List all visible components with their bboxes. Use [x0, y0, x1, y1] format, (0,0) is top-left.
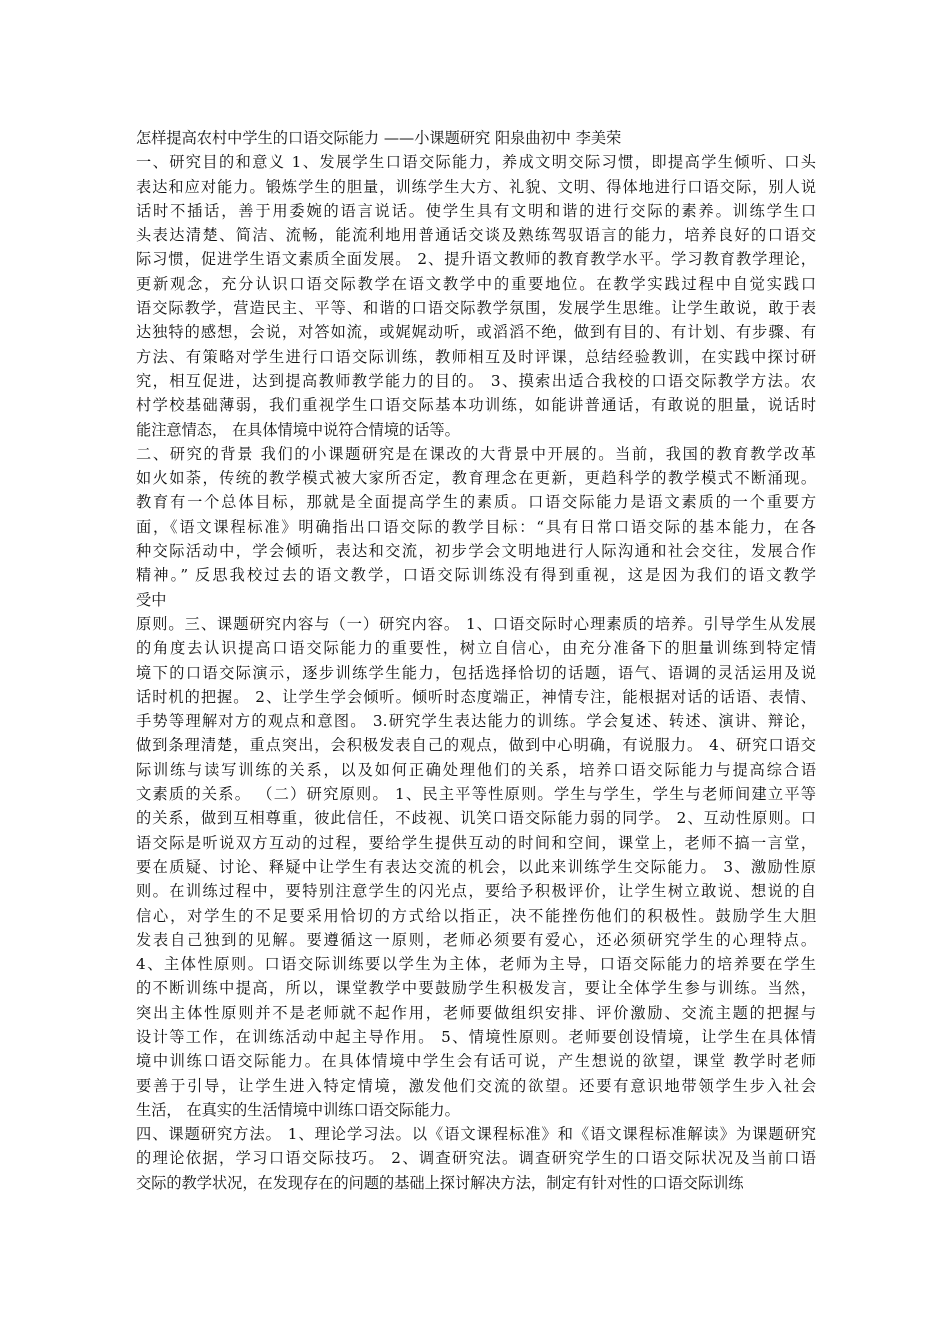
text-line: 受中	[136, 590, 167, 609]
text-line: 头表达清楚、简洁、流畅，能流利地用普通话交谈及熟练驾驭语言的能力，培养良好的口语交	[136, 226, 816, 245]
text-line: 交际的教学状况，在发现存在的问题的基础上探讨解决方法，制定有针对性的口语交际训练	[136, 1173, 744, 1192]
text-line: 的理论依据，学习口语交际技巧。 2、调查研究法。调查研究学生的口语交际状况及当前口语	[136, 1149, 816, 1168]
text-line: 话时机的把握。 2、让学生学会倾听。倾听时态度端正，神情专注，能根据对话的话语、表情、	[136, 687, 816, 706]
text-line: 的不断训练中提高，所以，课堂教学中要鼓励学生积极发言，要让全体学生参与训练。当然，	[136, 979, 816, 998]
text-line: 能注意情态， 在具体情境中说符合情境的话等。	[136, 420, 460, 439]
text-line: 如火如荼，传统的教学模式被大家所否定，教育理念在更新，更趋科学的教学模式不断涌现。	[136, 469, 816, 488]
text-line: 种交际活动中，学会倾听，表达和交流，初步学会文明地进行人际沟通和社会交往，发展合作	[136, 542, 816, 561]
text-line: 手势等理解对方的观点和意图。 3.研究学生表达能力的训练。学会复述、转述、演讲、辩论，	[136, 712, 816, 731]
text-line: 设计等工作，在训练活动中起主导作用。 5、情境性原则。老师要创设情境，让学生在具体情	[136, 1027, 816, 1046]
text-line: 际习惯，促进学生语文素质全面发展。 2、提升语文教师的教育教学水平。学习教育教学理论，	[136, 250, 816, 269]
text-line: 更新观念，充分认识口语交际教学在语文教学中的重要地位。在教学实践过程中自觉实践口	[136, 274, 816, 293]
text-line: 的关系，做到互相尊重，彼此信任，不歧视、讥笑口语交际能力弱的同学。 2、互动性原则。口	[136, 809, 816, 828]
text-line: 表达和应对能力。锻炼学生的胆量，训练学生大方、礼貌、文明、得体地进行口语交际，别人说	[136, 177, 816, 196]
text-line: 一、研究目的和意义 1、发展学生口语交际能力，养成文明交际习惯，即提高学生倾听、口头	[136, 153, 816, 172]
text-line: 精神。” 反思我校过去的语文教学，口语交际训练没有得到重视，这是因为我们的语文教学	[136, 566, 816, 585]
text-line: 境下的口语交际演示，逐步训练学生能力，包括选择恰切的话题，语气、语调的灵活运用及说	[136, 663, 816, 682]
text-line: 生活， 在真实的生活情境中训练口语交际能力。	[136, 1100, 460, 1119]
text-line: 做到条理清楚，重点突出，会积极发表自己的观点，做到中心明确，有说服力。 4、研究口语交	[136, 736, 816, 755]
text-line: 要善于引导，让学生进入特定情境，激发他们交流的欲望。还要有意识地带领学生步入社会	[136, 1076, 816, 1095]
text-line: 究，相互促进，达到提高教师教学能力的目的。 3、摸索出适合我校的口语交际教学方法。农	[136, 371, 816, 390]
document-title: 怎样提高农村中学生的口语交际能力 ——小课题研究 阳泉曲初中 李美荣	[136, 129, 622, 147]
text-line: 语交际教学，营造民主、平等、和谐的口语交际教学氛围，发展学生思维。让学生敢说，敢于表	[136, 299, 816, 318]
text-line: 话时不插话，善于用委婉的语言说话。使学生具有文明和谐的进行交际的素养。训练学生口	[136, 201, 816, 220]
text-line: 4、主体性原则。口语交际训练要以学生为主体，老师为主导，口语交际能力的培养要在学生	[136, 955, 816, 974]
text-line: 原则。三、课题研究内容与（一）研究内容。 1、口语交际时心理素质的培养。引导学生从发展	[136, 614, 816, 633]
text-line: 方法、有策略对学生进行口语交际训练，教师相互及时评课，总结经验教训，在实践中探讨研	[136, 347, 816, 366]
text-line: 境中训练口语交际能力。在具体情境中学生会有话可说，产生想说的欲望，课堂 教学时老师	[136, 1052, 816, 1071]
document-body	[136, 150, 816, 1195]
text-line: 的角度去认识提高口语交际能力的重要性，树立自信心，由充分准备下的胆量训练到特定情	[136, 639, 816, 658]
text-line: 际训练与读写训练的关系，以及如何正确处理他们的关系，培养口语交际能力与提高综合语	[136, 760, 816, 779]
text-line: 突出主体性原则并不是老师就不起作用，老师要做组织安排、评价激励、交流主题的把握与	[136, 1003, 816, 1022]
document-page	[136, 126, 816, 1195]
text-line: 文素质的关系。 （二）研究原则。 1、民主平等性原则。学生与学生，学生与老师间建立平等	[136, 785, 816, 804]
text-line: 要在质疑、讨论、释疑中让学生有表达交流的机会，以此来训练学生交际能力。 3、激励性原	[136, 857, 816, 876]
text-line: 面，《语文课程标准》明确指出口语交际的教学目标：“具有日常口语交际的基本能力，在各	[136, 517, 816, 536]
text-line: 村学校基础薄弱，我们重视学生口语交际基本功训练，如能讲普通话，有敢说的胆量，说话时	[136, 396, 816, 415]
text-line: 四、课题研究方法。 1、理论学习法。以《语文课程标准》和《语文课程标准解读》为课题研究	[136, 1125, 816, 1144]
text-line: 则。在训练过程中，要特别注意学生的闪光点，要给予积极评价，让学生树立敢说、想说的自	[136, 882, 816, 901]
text-line: 达独特的感想，会说，对答如流，或娓娓动听，或滔滔不绝，做到有目的、有计划、有步骤、有	[136, 323, 816, 342]
text-line: 发表自己独到的见解。要遵循这一原则，老师必须要有爱心，还必须研究学生的心理特点。	[136, 930, 816, 949]
text-line: 语交际是听说双方互动的过程，要给学生提供互动的时间和空间，课堂上，老师不搞一言堂，	[136, 833, 816, 852]
text-line: 信心，对学生的不足要采用恰切的方式给以指正，决不能挫伤他们的积极性。鼓励学生大胆	[136, 906, 816, 925]
text-line: 教育有一个总体目标，那就是全面提高学生的素质。口语交际能力是语文素质的一个重要方	[136, 493, 816, 512]
text-line: 二、研究的背景 我们的小课题研究是在课改的大背景中开展的。当前，我国的教育教学改革	[136, 444, 816, 463]
